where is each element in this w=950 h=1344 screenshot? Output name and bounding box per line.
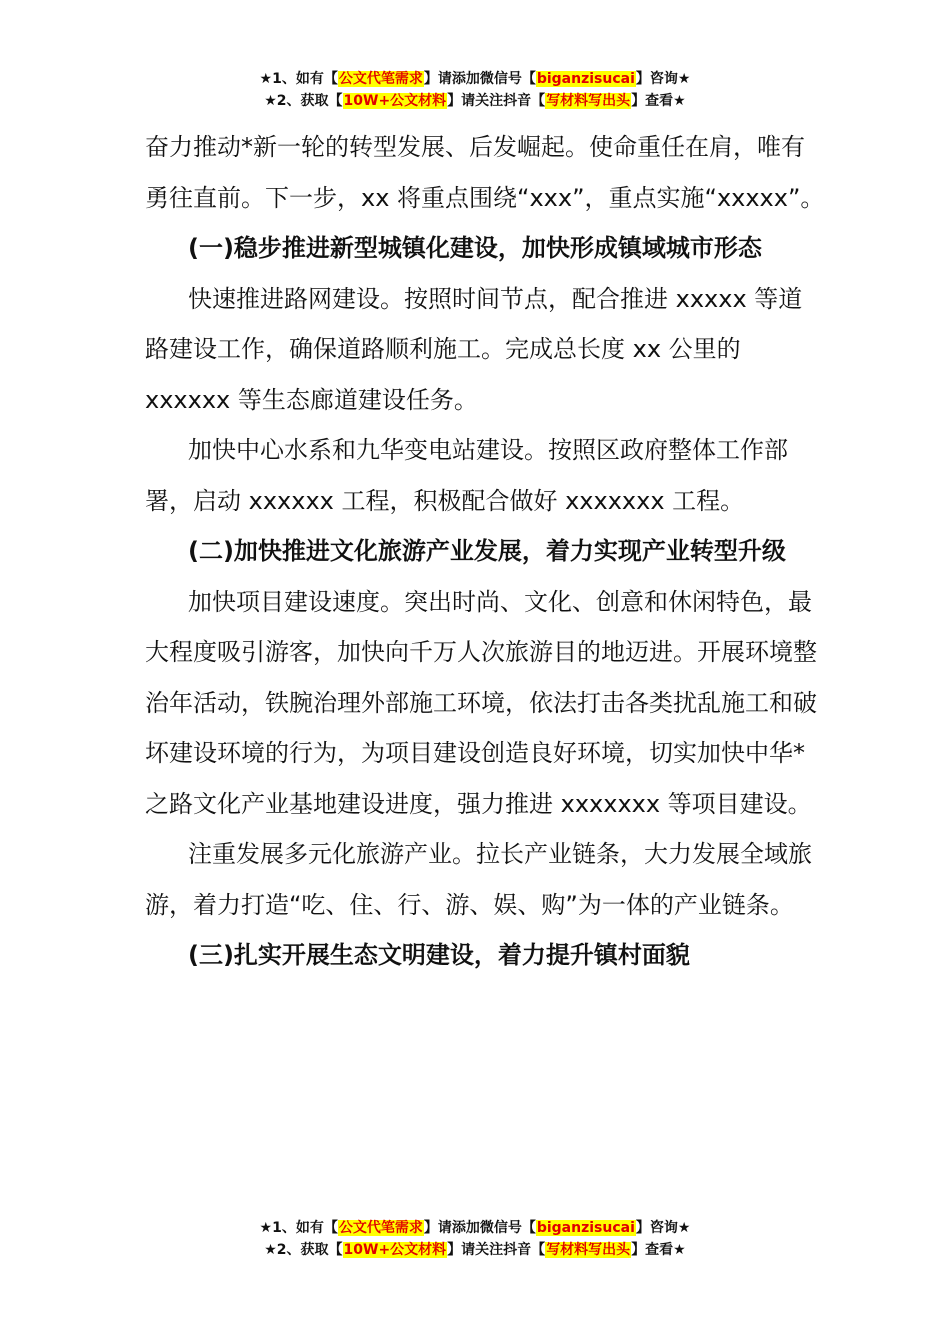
section-heading: (三)扎实开展生态文明建设，着力提升镇村面貌 [188,941,690,969]
banner-text: ★1、如有【 [259,1220,338,1236]
banner-highlight: biganzisucai [536,1220,635,1236]
banner-text: 】查看★ [631,93,686,109]
footer-banner [0,1217,950,1261]
banner-highlight: 写材料写出头 [546,93,631,109]
document-body [145,122,825,981]
banner-highlight: biganzisucai [536,71,635,87]
banner-line-1 [0,68,950,90]
banner-text: 】查看★ [631,1242,686,1258]
paragraph: 奋力推动*新一轮的转型发展、后发崛起。使命重任在肩，唯有勇往直前。下一步，xx 将重点围绕“xxx”，重点实施“xxxxx”。 [145,133,825,212]
paragraph: 注重发展多元化旅游产业。拉长产业链条，大力发展全域旅游，着力打造“吃、住、行、游、娱、购”为一体的产业链条。 [145,840,812,919]
banner-highlight: 公文代笔需求 [338,71,423,87]
banner-highlight: 10W+公文材料 [343,93,447,109]
section-heading: (一)稳步推进新型城镇化建设，加快形成镇域城市形态 [188,234,762,262]
banner-text: 抖音【 [503,93,546,109]
banner-text: 微信号【 [479,1220,536,1236]
banner-text: ★1、如有【 [259,71,338,87]
section-heading: (二)加快推进文化旅游产业发展，着力实现产业转型升级 [188,537,786,565]
header-banner [0,68,950,112]
banner-text: 】请关注 [447,93,504,109]
banner-text: 】请添加 [423,1220,480,1236]
paragraph: 快速推进路网建设。按照时间节点，配合推进 xxxxx 等道路建设工作，确保道路顺利施工。完成总长度 xx 公里的 xxxxxx 等生态廊道建设任务。 [145,284,803,414]
banner-text: 】请关注 [447,1242,504,1258]
banner-text: 】咨询★ [635,1220,691,1236]
banner-text: 】请添加 [423,71,480,87]
banner-highlight: 公文代笔需求 [338,1220,423,1236]
banner-text: ★2、获取【 [264,1242,343,1258]
banner-line-1 [0,1217,950,1239]
paragraph: 加快中心水系和九华变电站建设。按照区政府整体工作部署，启动 xxxxxx 工程，积极配合做好 xxxxxxx 工程。 [145,436,788,515]
banner-text: 】咨询★ [635,71,691,87]
banner-text: 微信号【 [479,71,536,87]
banner-line-2 [0,90,950,112]
banner-text: ★2、获取【 [264,93,343,109]
banner-highlight: 10W+公文材料 [343,1242,447,1258]
banner-line-2 [0,1239,950,1261]
banner-highlight: 写材料写出头 [546,1242,631,1258]
banner-text: 抖音【 [503,1242,546,1258]
paragraph: 加快项目建设速度。突出时尚、文化、创意和休闲特色，最大程度吸引游客，加快向千万人次旅游目的地迈进。开展环境整治年活动，铁腕治理外部施工环境，依法打击各类扰乱施工和破坏建设环境的行为，为项目建设创造良好环境，切实加快中华*之路文化产业基地建设进度，强力推进 xxxxxxx 等项目建设。 [145,587,817,818]
